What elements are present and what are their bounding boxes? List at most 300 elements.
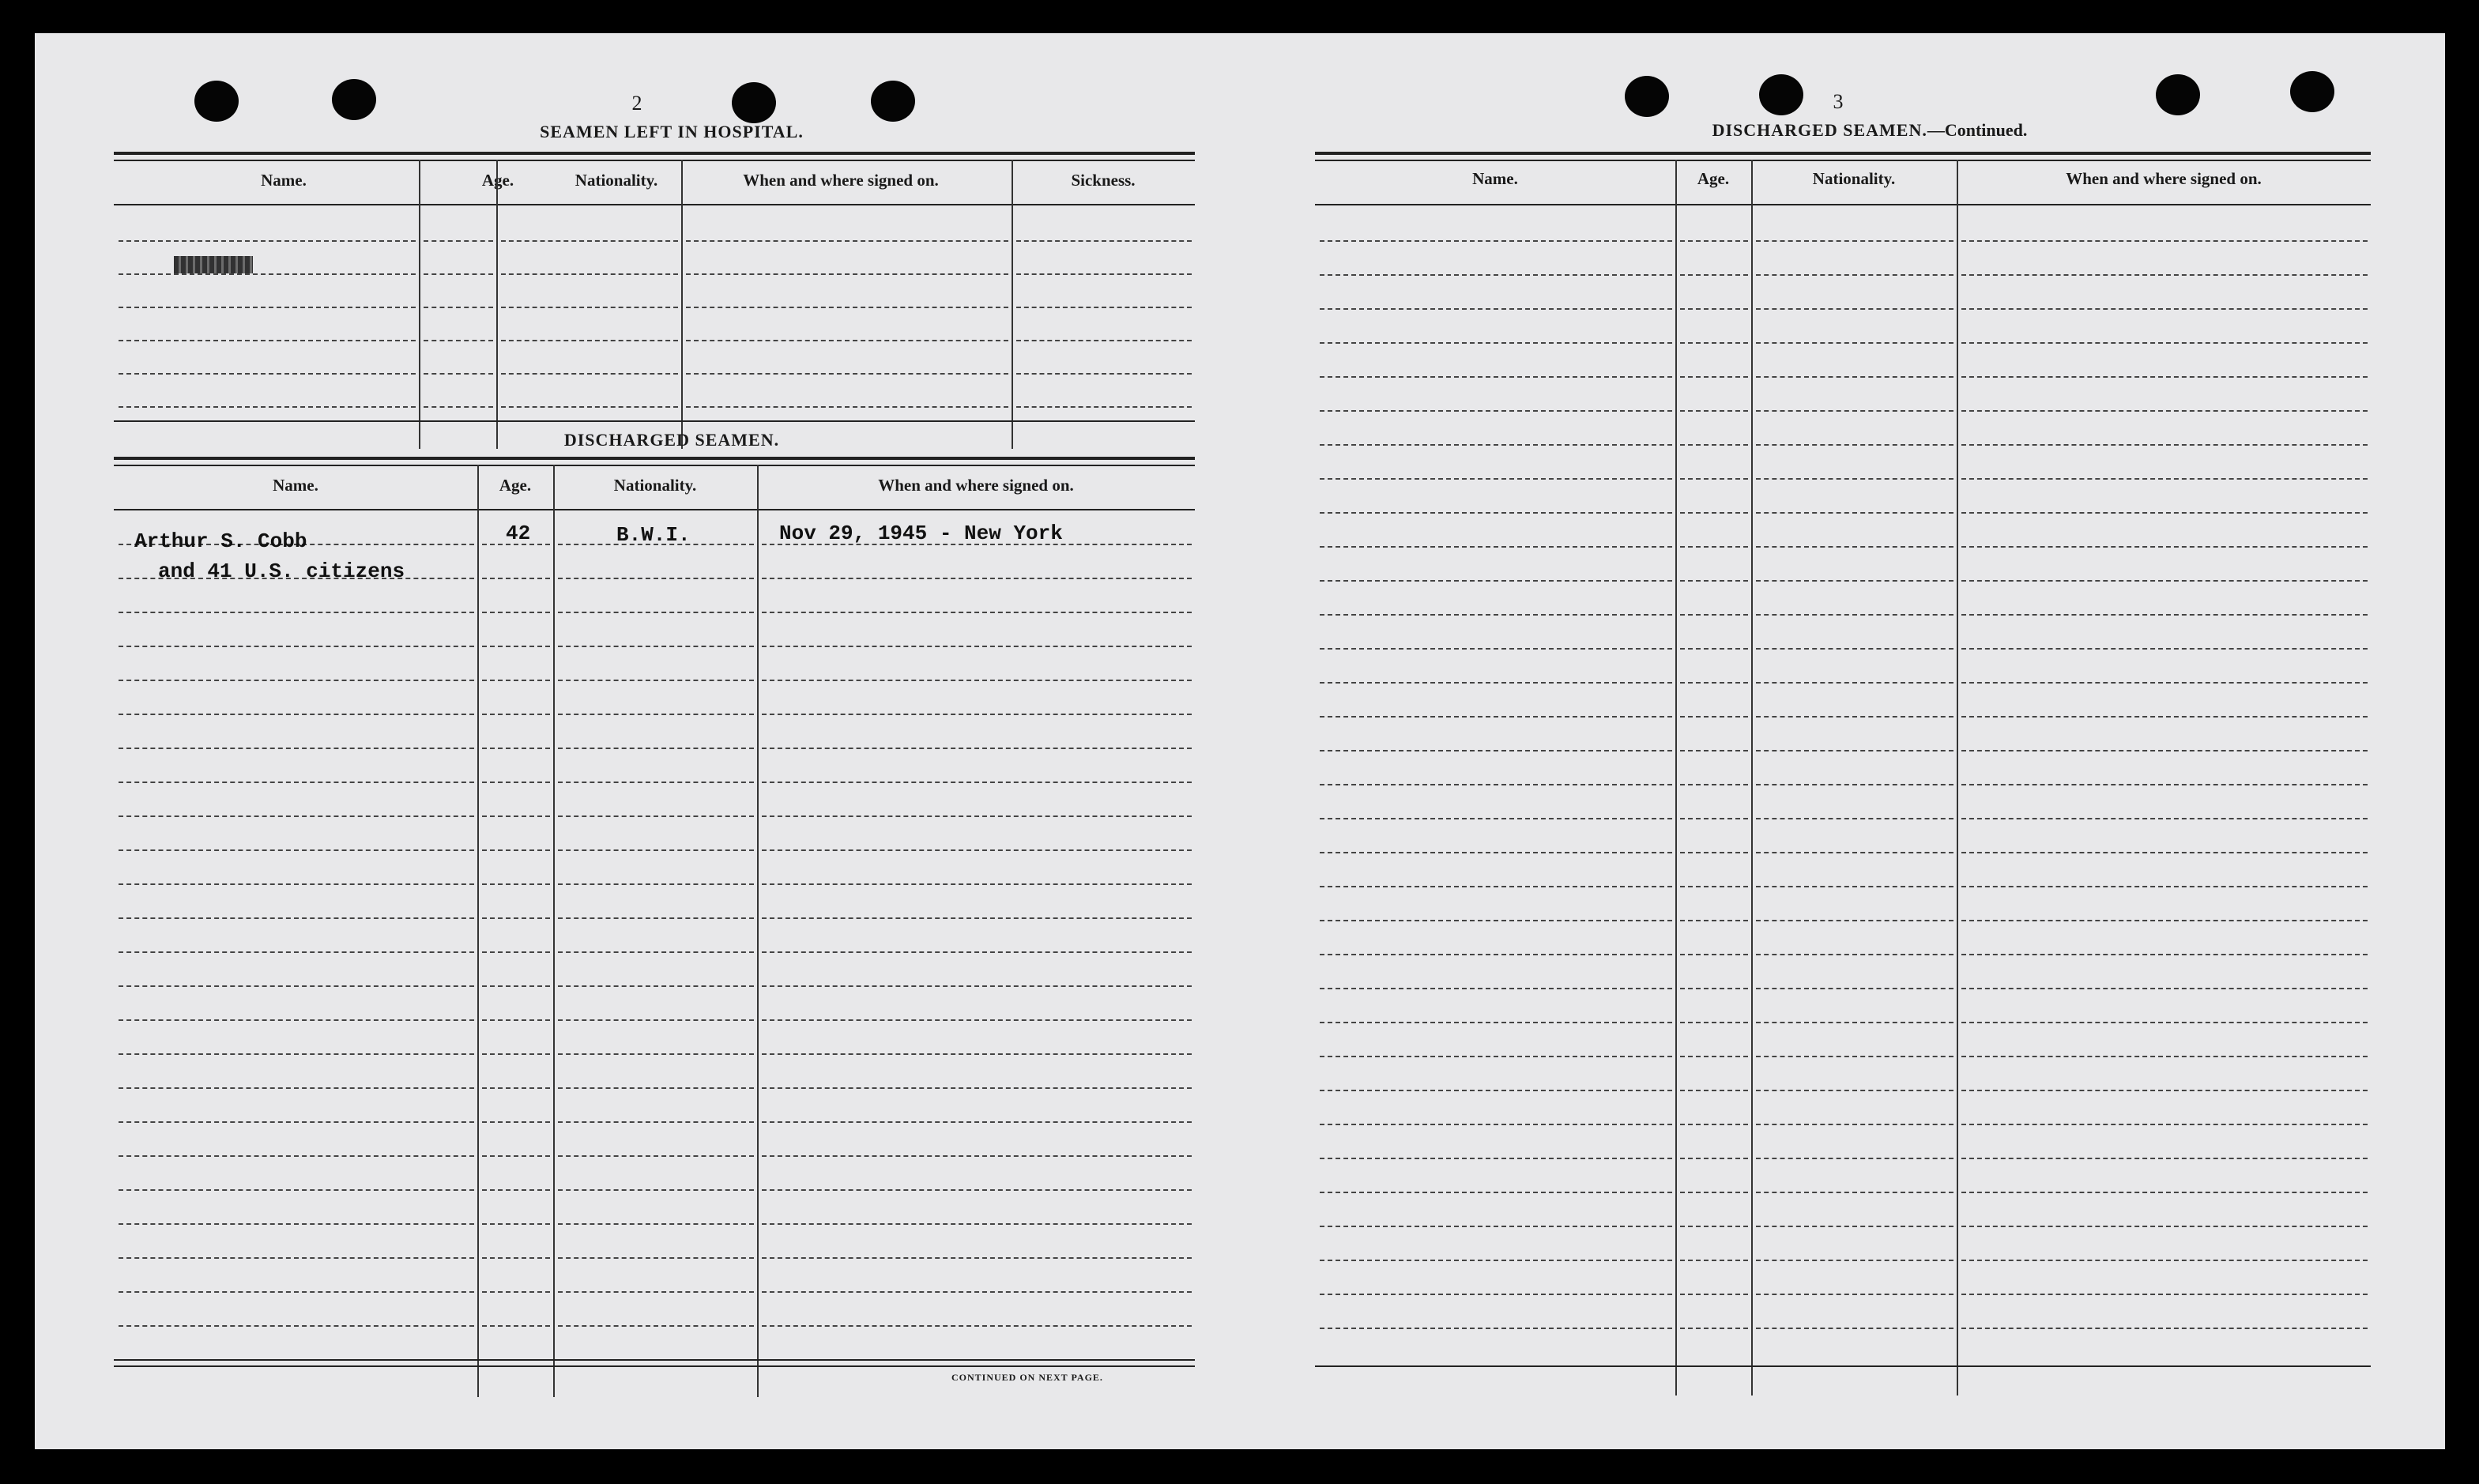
ruled-line [1961,886,2368,887]
punch-hole [2290,71,2334,112]
ruled-line [1320,750,1672,751]
ruled-line [1680,988,1748,989]
ruled-line [1680,614,1748,616]
ruled-line [1961,818,2368,819]
hospital-header-signed-on: When and where signed on. [743,171,939,190]
ruled-line [1961,1328,2368,1329]
struck-out-text [174,256,253,273]
right-title-main: DISCHARGED SEAMEN. [1712,120,1927,140]
ruled-line [762,1223,1192,1225]
ruled-line [1756,478,1953,480]
ruled-line [1680,580,1748,582]
ruled-line [1680,1090,1748,1091]
rule [114,160,1195,161]
hospital-header-sickness: Sickness. [1071,171,1136,190]
ruled-line [1756,954,1953,955]
column-divider [1957,160,1958,1395]
ruled-line [1680,818,1748,819]
ruled-line [558,815,754,817]
punch-hole [732,82,776,123]
ruled-line [1680,920,1748,921]
ruled-line [1961,1192,2368,1193]
ruled-line [1961,342,2368,344]
ruled-line [1961,1056,2368,1057]
ruled-line [119,680,474,681]
ruled-line [1320,886,1672,887]
right-header-nationality: Nationality. [1812,169,1896,188]
ruled-line [1320,1158,1672,1159]
ruled-line [762,1257,1192,1259]
ruled-line [1680,274,1748,276]
ruled-line [1016,406,1192,408]
entry-signed-on: Nov 29, 1945 - New York [779,522,1063,545]
ruled-line [1320,342,1672,344]
punch-hole [194,81,239,122]
ruled-line [119,1291,474,1293]
ruled-line [1680,1124,1748,1125]
ruled-line [558,1121,754,1123]
right-title-suffix: —Continued. [1927,120,2028,140]
ruled-line [1961,614,2368,616]
ledger-sheet [35,33,2445,1449]
ruled-line [1961,274,2368,276]
ruled-line [1680,546,1748,548]
ruled-line [1756,274,1953,276]
ruled-line [119,782,474,783]
ruled-line [1320,954,1672,955]
ruled-line [501,373,678,375]
ruled-line [482,1155,550,1157]
ruled-line [119,951,474,953]
ruled-line [1016,240,1192,242]
discharged-title: DISCHARGED SEAMEN. [563,430,780,450]
ruled-line [119,1257,474,1259]
ruled-line [762,951,1192,953]
ruled-line [1680,648,1748,650]
ruled-line [482,578,550,579]
ruled-line [1320,716,1672,718]
ruled-line [1320,1260,1672,1261]
ruled-line [558,883,754,885]
ruled-line [119,240,416,242]
ruled-line [501,240,678,242]
ruled-line [482,680,550,681]
ruled-line [558,849,754,851]
right-title [1656,120,2083,141]
ruled-line [119,273,416,275]
right-header-name: Name. [1472,169,1518,188]
column-divider [1012,160,1013,449]
ruled-line [762,1053,1192,1055]
ruled-line [558,1189,754,1191]
ruled-line [482,646,550,647]
ruled-line [1756,784,1953,785]
ruled-line [1320,1124,1672,1125]
ruled-line [1961,920,2368,921]
ruled-line [1680,1158,1748,1159]
ruled-line [1680,444,1748,446]
entry-name-line1: Arthur S. Cobb [134,529,307,553]
ruled-line [1961,240,2368,242]
ruled-line [558,917,754,919]
ruled-line [424,240,493,242]
rule [114,204,1195,205]
ruled-line [1961,410,2368,412]
ruled-line [762,646,1192,647]
ruled-line [482,883,550,885]
hospital-header-name: Name. [261,171,307,190]
ruled-line [1680,1056,1748,1057]
ruled-line [119,1019,474,1021]
right-header-age: Age. [1697,169,1730,188]
ruled-line [501,273,678,275]
ruled-line [1961,546,2368,548]
ruled-line [1680,1022,1748,1023]
rule [114,1359,1195,1361]
ruled-line [119,340,416,341]
ruled-line [424,406,493,408]
ruled-line [482,1325,550,1327]
ruled-line [686,406,1008,408]
ruled-line [1756,444,1953,446]
ruled-line [1016,307,1192,308]
ruled-line [482,1257,550,1259]
ruled-line [482,714,550,715]
ruled-line [762,714,1192,715]
ruled-line [1961,648,2368,650]
ruled-line [1961,444,2368,446]
ruled-line [1756,1090,1953,1091]
left-page-number: 2 [631,92,642,115]
ruled-line [558,680,754,681]
ruled-line [1320,1090,1672,1091]
ruled-line [762,1155,1192,1157]
ruled-line [558,951,754,953]
ruled-line [1961,750,2368,751]
ruled-line [119,646,474,647]
ruled-line [119,406,416,408]
entry-nationality: B.W.I. [616,523,691,547]
ruled-line [119,849,474,851]
ruled-line [1961,1226,2368,1227]
ruled-line [762,985,1192,987]
ruled-line [762,782,1192,783]
ruled-line [558,646,754,647]
ruled-line [1756,546,1953,548]
hospital-header-nationality: Nationality. [575,171,658,190]
rule [114,152,1195,155]
ruled-line [1961,1294,2368,1295]
ruled-line [501,340,678,341]
ruled-line [1680,1192,1748,1193]
ruled-line [686,273,1008,275]
ruled-line [1756,648,1953,650]
discharged-header-name: Name. [273,476,318,495]
hospital-title: SEAMEN LEFT IN HOSPITAL. [540,122,804,141]
ruled-line [1756,1226,1953,1227]
column-divider [1675,160,1677,1395]
rule [114,509,1195,510]
ruled-line [762,815,1192,817]
ruled-line [1680,716,1748,718]
ruled-line [482,1053,550,1055]
ruled-line [558,1053,754,1055]
ruled-line [558,1291,754,1293]
ruled-line [482,1189,550,1191]
ruled-line [1961,954,2368,955]
ruled-line [558,612,754,613]
rule [114,465,1195,466]
ruled-line [1320,988,1672,989]
ruled-line [1756,614,1953,616]
ruled-line [1320,240,1672,242]
ruled-line [1756,1260,1953,1261]
ruled-line [762,1087,1192,1089]
ruled-line [482,917,550,919]
ruled-line [1320,1022,1672,1023]
ruled-line [1961,784,2368,785]
ruled-line [1756,240,1953,242]
ruled-line [1961,716,2368,718]
ruled-line [762,1121,1192,1123]
ruled-line [1756,1158,1953,1159]
ruled-line [1756,920,1953,921]
ruled-line [119,1121,474,1123]
entry-age: 42 [506,522,531,545]
right-page-number: 3 [1833,90,1844,113]
ruled-line [1320,1192,1672,1193]
ruled-line [1320,546,1672,548]
ruled-line [762,1189,1192,1191]
ruled-line [119,985,474,987]
ruled-line [1320,818,1672,819]
ruled-line [424,373,493,375]
ruled-line [1680,682,1748,684]
entry-name-line2: and 41 U.S. citizens [158,559,405,583]
ruled-line [1961,512,2368,514]
ruled-line [558,1223,754,1225]
ruled-line [1680,886,1748,887]
ruled-line [119,1155,474,1157]
ruled-line [1320,784,1672,785]
ruled-line [1680,478,1748,480]
ruled-line [1756,342,1953,344]
ruled-line [1756,852,1953,853]
ruled-line [1756,1124,1953,1125]
ruled-line [558,1257,754,1259]
rule [1315,1365,2371,1367]
punch-hole [1759,74,1803,115]
ruled-line [1756,580,1953,582]
ruled-line [1320,580,1672,582]
ruled-line [558,1325,754,1327]
rule [1315,152,2371,155]
ruled-line [119,815,474,817]
ruled-line [1680,376,1748,378]
ruled-line [558,985,754,987]
ruled-line [1756,1294,1953,1295]
ruled-line [1320,648,1672,650]
rule [1315,204,2371,205]
ruled-line [558,1019,754,1021]
ruled-line [1961,1158,2368,1159]
ruled-line [501,406,678,408]
ruled-line [1756,716,1953,718]
rule [114,420,1195,422]
ruled-line [762,1019,1192,1021]
ruled-line [1016,273,1192,275]
ruled-line [119,883,474,885]
ruled-line [119,373,416,375]
ruled-line [482,782,550,783]
ruled-line [558,714,754,715]
ruled-line [1961,1260,2368,1261]
ruled-line [482,1019,550,1021]
ruled-line [1320,512,1672,514]
ruled-line [1680,852,1748,853]
ruled-line [482,1087,550,1089]
ruled-line [1961,580,2368,582]
column-divider [1751,160,1753,1395]
ruled-line [1961,478,2368,480]
ruled-line [1961,852,2368,853]
ruled-line [119,1087,474,1089]
ruled-line [1756,410,1953,412]
discharged-header-age: Age. [499,476,532,495]
ruled-line [1320,852,1672,853]
ruled-line [1680,1226,1748,1227]
column-divider [681,160,683,449]
ruled-line [1961,376,2368,378]
ruled-line [1680,750,1748,751]
ruled-line [1320,274,1672,276]
ruled-line [501,307,678,308]
column-divider [553,465,555,1397]
ruled-line [119,1223,474,1225]
ruled-line [762,612,1192,613]
column-divider [496,160,498,449]
ruled-line [558,1155,754,1157]
ruled-line [119,612,474,613]
ruled-line [558,1087,754,1089]
rule [114,1365,1195,1367]
ruled-line [558,578,754,579]
ruled-line [1756,682,1953,684]
ruled-line [482,612,550,613]
punch-hole [332,79,376,120]
hospital-header-age: Age. [481,171,514,190]
continued-footer: CONTINUED ON NEXT PAGE. [951,1372,1103,1383]
ruled-line [1756,1328,1953,1329]
ruled-line [1756,308,1953,310]
ruled-line [1320,1056,1672,1057]
ruled-line [1320,682,1672,684]
ruled-line [686,373,1008,375]
ruled-line [1016,340,1192,341]
ruled-line [1680,1260,1748,1261]
ruled-line [1320,1226,1672,1227]
ruled-line [424,273,493,275]
ruled-line [1680,410,1748,412]
ruled-line [1320,1294,1672,1295]
ruled-line [1680,512,1748,514]
ruled-line [686,340,1008,341]
ruled-line [1680,342,1748,344]
ruled-line [762,1291,1192,1293]
column-divider [757,465,759,1397]
ruled-line [1756,988,1953,989]
ruled-line [1961,1124,2368,1125]
ruled-line [424,340,493,341]
column-divider [419,160,420,449]
ruled-line [1680,308,1748,310]
ruled-line [1961,682,2368,684]
ruled-line [482,1291,550,1293]
ruled-line [119,1053,474,1055]
ruled-line [1756,1022,1953,1023]
ruled-line [482,748,550,749]
ruled-line [762,883,1192,885]
ruled-line [686,307,1008,308]
rule [114,457,1195,460]
ruled-line [686,240,1008,242]
ruled-line [119,917,474,919]
ruled-line [1680,240,1748,242]
ruled-line [1680,954,1748,955]
ruled-line [1756,886,1953,887]
discharged-header-signed-on: When and where signed on. [878,476,1074,495]
ruled-line [1320,376,1672,378]
ruled-line [119,748,474,749]
ruled-line [762,748,1192,749]
ruled-line [1320,478,1672,480]
column-divider [477,465,479,1397]
ruled-line [482,1223,550,1225]
ruled-line [762,849,1192,851]
ruled-line [119,1325,474,1327]
ruled-line [762,917,1192,919]
ruled-line [424,307,493,308]
ruled-line [1680,1294,1748,1295]
ruled-line [1680,784,1748,785]
rule [1315,160,2371,161]
punch-hole [2156,74,2200,115]
ruled-line [1756,750,1953,751]
ruled-line [558,782,754,783]
ruled-line [1320,614,1672,616]
ruled-line [119,307,416,308]
punch-hole [871,81,915,122]
ruled-line [1961,308,2368,310]
punch-hole [1625,76,1669,117]
ruled-line [762,680,1192,681]
ruled-line [1320,308,1672,310]
ruled-line [762,578,1192,579]
ruled-line [558,748,754,749]
ruled-line [1961,1090,2368,1091]
ruled-line [119,1189,474,1191]
ruled-line [1680,1328,1748,1329]
ruled-line [482,951,550,953]
ruled-line [1320,410,1672,412]
ruled-line [1320,920,1672,921]
ruled-line [1756,376,1953,378]
discharged-header-nationality: Nationality. [613,476,697,495]
ruled-line [1961,1022,2368,1023]
ruled-line [482,815,550,817]
ruled-line [482,849,550,851]
ruled-line [119,714,474,715]
